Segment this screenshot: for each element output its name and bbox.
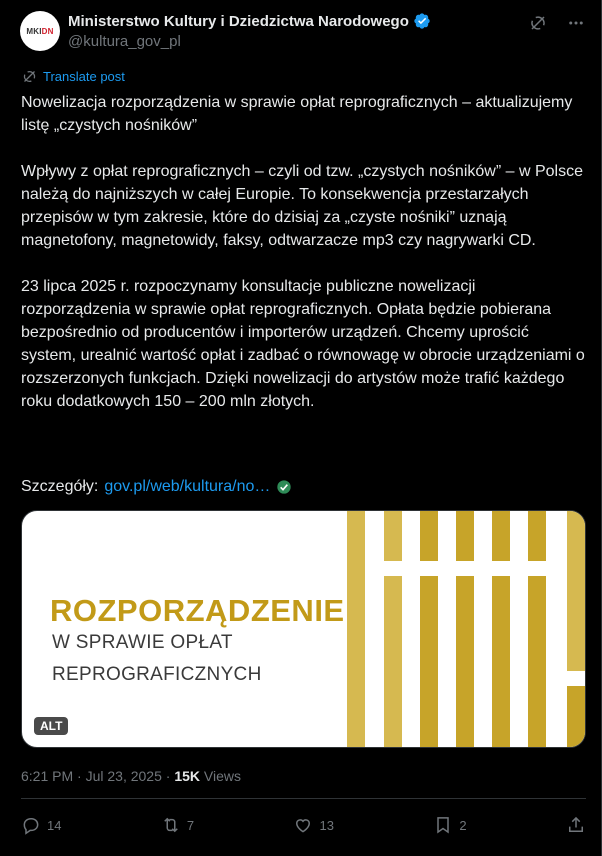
translate-icon [22,69,37,84]
like-button[interactable] [293,815,333,835]
decor-bar [528,511,546,561]
grok-icon[interactable] [527,12,549,34]
reply-count: 14 [47,817,62,833]
decor-bar [567,511,586,671]
decor-bar [347,511,365,748]
image-subline-1: W SPRAWIE OPŁAT [52,632,233,653]
decor-bar [528,576,546,748]
avatar[interactable] [20,11,60,51]
check-badge-icon [276,479,292,495]
decor-bar [567,686,586,748]
top-actions [527,12,587,34]
views-label: Views [203,768,242,784]
post-image[interactable] [21,510,586,748]
details-label: Szczegóły: [21,478,99,495]
image-subline-2: REPROGRAFICZNYCH [52,664,262,685]
decor-bar [492,511,510,561]
action-bar [21,815,586,835]
decor-bar [384,511,402,561]
decor-bar [384,576,402,748]
post-paragraph-2: Wpływy z opłat reprograficznych – czyli od tzw. „czystych nośników” – w Polsce należą do najniższych w całej Europie. To konsekwencja przestarzałych przepisów w tym zakresie, które do dzisiaj za „czyste nośniki” uznają magnetofony, magnetowidy, faksy, odtwarzacze mp3 czy nagrywarki CD. [21,163,588,249]
decor-bar [420,576,438,748]
avatar-text-left: MKI [26,26,42,36]
post-time[interactable]: 6:21 PM [21,768,74,784]
avatar-text-right: DN [41,26,54,36]
like-count: 13 [319,817,334,833]
translate-label: Translate post [43,69,125,84]
share-button[interactable] [566,815,586,835]
post-paragraph-1: Nowelizacja rozporządzenia w sprawie opłat reprograficznych – aktualizujemy listę „czystych nośników” [21,94,577,134]
post-meta: 6:21 PM · Jul 23, 2025 · 15K Views [21,768,242,784]
decor-bar [492,576,510,748]
bookmark-count: 2 [459,817,467,833]
account-name[interactable]: Ministerstwo Kultury i Dziedzictwa Narodowego [68,12,409,30]
alt-badge[interactable]: ALT [34,717,68,735]
verified-badge-icon [413,12,431,30]
bookmark-icon [433,815,453,835]
reply-icon [21,815,41,835]
repost-icon [161,815,181,835]
repost-button[interactable] [161,815,194,835]
account-handle[interactable]: @kultura_gov_pl [68,33,181,50]
details-row [21,475,292,498]
decor-bar [456,511,474,561]
decor-bar [456,576,474,748]
decor-bar [420,511,438,561]
divider [21,798,586,799]
post-text [21,91,590,413]
repost-count: 7 [186,817,195,833]
post-paragraph-3: 23 lipca 2025 r. rozpoczynamy konsultacje publiczne nowelizacji rozporządzenia w sprawie opłat reprograficznych. Opłata będzie pobierana bezpośrednio od producentów i importerów urządzeń. Chcemy uprościć system, urealnić wartość opłat i zadbać o równowagę w obrocie urządzeniami o rozszerzonych funkcjach. Dzięki nowelizacji do artystów może trafić każdego roku dodatkowych 150 – 200 mln złotych. [21,278,590,410]
share-icon [566,815,586,835]
views-count: 15K [174,768,201,784]
reply-button[interactable] [21,815,61,835]
bookmark-button[interactable] [433,815,466,835]
translate-post-link[interactable] [22,69,125,84]
post-date[interactable]: Jul 23, 2025 [85,768,162,784]
account-name-row [68,12,431,30]
more-options-icon[interactable] [565,12,587,34]
heart-icon [293,815,313,835]
details-link[interactable]: gov.pl/web/kultura/no… [104,478,271,495]
image-headline: ROZPORZĄDZENIE [50,593,345,628]
